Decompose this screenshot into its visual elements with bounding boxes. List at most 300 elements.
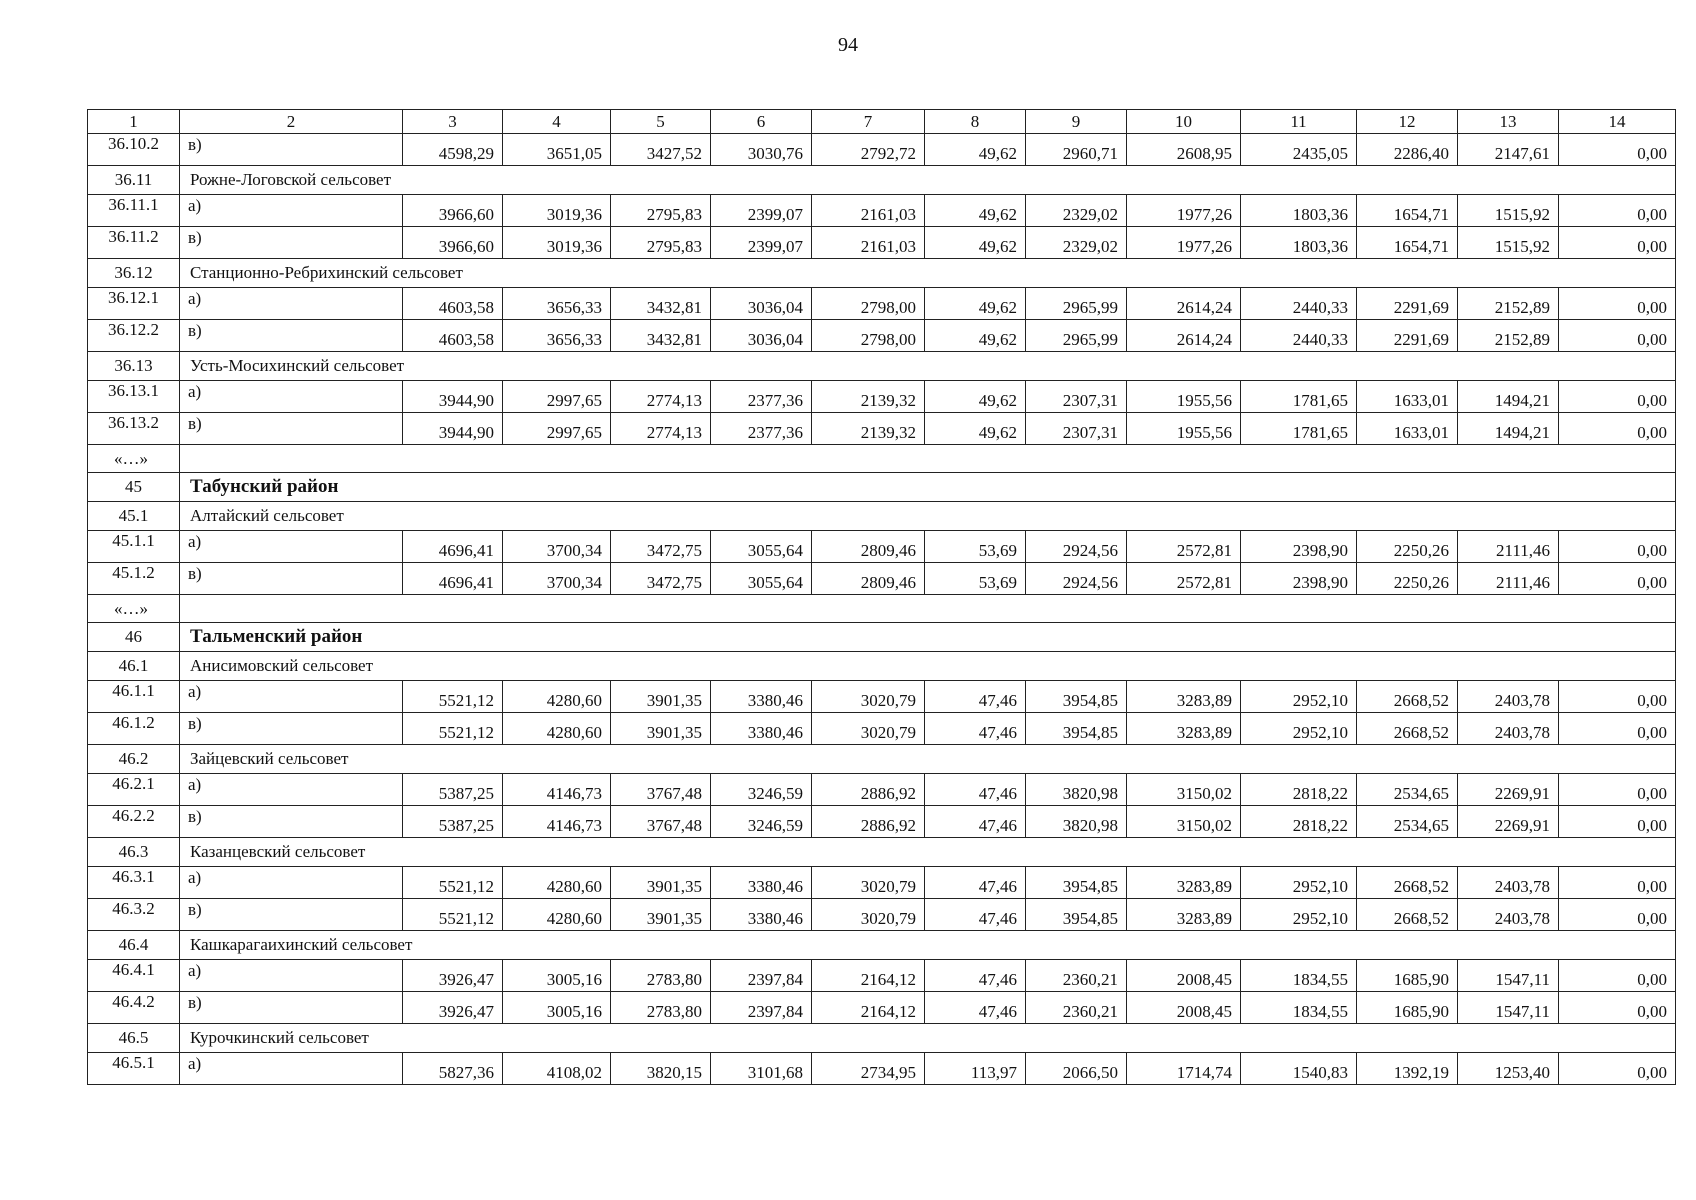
table-row xyxy=(88,413,1676,445)
column-header: 12 xyxy=(1357,110,1458,134)
value-cell: 3020,79 xyxy=(812,867,925,899)
value-cell: 3944,90 xyxy=(403,381,503,413)
column-header: 9 xyxy=(1026,110,1127,134)
value-cell: 53,69 xyxy=(925,531,1026,563)
value-cell: 2818,22 xyxy=(1241,774,1357,806)
row-code: 46.2.2 xyxy=(88,806,180,838)
value-cell: 3820,98 xyxy=(1026,774,1127,806)
section-code: 46.3 xyxy=(88,838,180,867)
value-cell: 0,00 xyxy=(1559,806,1676,838)
row-code: 46.4.2 xyxy=(88,992,180,1024)
value-cell: 3030,76 xyxy=(711,134,812,166)
omission-fill xyxy=(180,595,1676,623)
table-row xyxy=(88,899,1676,931)
row-code: 46.4.1 xyxy=(88,960,180,992)
value-cell: 2668,52 xyxy=(1357,713,1458,745)
value-cell: 3020,79 xyxy=(812,899,925,931)
value-cell: 2774,13 xyxy=(611,413,711,445)
value-cell: 4603,58 xyxy=(403,288,503,320)
table-row xyxy=(88,288,1676,320)
section-row xyxy=(88,838,1676,867)
section-name: Казанцевский сельсовет xyxy=(180,838,1676,867)
value-cell: 0,00 xyxy=(1559,563,1676,595)
value-cell: 3944,90 xyxy=(403,413,503,445)
value-cell: 0,00 xyxy=(1559,713,1676,745)
row-variant: а) xyxy=(180,774,403,806)
tariff-table xyxy=(87,109,1676,1085)
row-code: 45.1.1 xyxy=(88,531,180,563)
value-cell: 2997,65 xyxy=(503,413,611,445)
section-row xyxy=(88,745,1676,774)
value-cell: 5521,12 xyxy=(403,713,503,745)
value-cell: 3101,68 xyxy=(711,1053,812,1085)
column-header: 1 xyxy=(88,110,180,134)
value-cell: 3150,02 xyxy=(1127,774,1241,806)
row-code: 36.11.2 xyxy=(88,227,180,259)
value-cell: 47,46 xyxy=(925,681,1026,713)
value-cell: 2534,65 xyxy=(1357,774,1458,806)
section-name: Алтайский сельсовет xyxy=(180,502,1676,531)
value-cell: 0,00 xyxy=(1559,681,1676,713)
section-code: 46.4 xyxy=(88,931,180,960)
value-cell: 2377,36 xyxy=(711,413,812,445)
table-row xyxy=(88,681,1676,713)
value-cell: 5521,12 xyxy=(403,899,503,931)
value-cell: 0,00 xyxy=(1559,992,1676,1024)
value-cell: 2399,07 xyxy=(711,227,812,259)
value-cell: 2924,56 xyxy=(1026,531,1127,563)
table-row xyxy=(88,195,1676,227)
value-cell: 2286,40 xyxy=(1357,134,1458,166)
value-cell: 2965,99 xyxy=(1026,288,1127,320)
value-cell: 2111,46 xyxy=(1458,531,1559,563)
value-cell: 3019,36 xyxy=(503,227,611,259)
value-cell: 2398,90 xyxy=(1241,563,1357,595)
value-cell: 2008,45 xyxy=(1127,960,1241,992)
table-body xyxy=(88,134,1676,1085)
value-cell: 1685,90 xyxy=(1357,960,1458,992)
value-cell: 4696,41 xyxy=(403,563,503,595)
value-cell: 2397,84 xyxy=(711,992,812,1024)
value-cell: 2965,99 xyxy=(1026,320,1127,352)
value-cell: 1781,65 xyxy=(1241,413,1357,445)
section-row xyxy=(88,1024,1676,1053)
value-cell: 2291,69 xyxy=(1357,320,1458,352)
table-row xyxy=(88,867,1676,899)
value-cell: 1253,40 xyxy=(1458,1053,1559,1085)
value-cell: 2997,65 xyxy=(503,381,611,413)
value-cell: 47,46 xyxy=(925,867,1026,899)
value-cell: 3700,34 xyxy=(503,563,611,595)
value-cell: 3954,85 xyxy=(1026,899,1127,931)
section-row xyxy=(88,931,1676,960)
value-cell: 1714,74 xyxy=(1127,1053,1241,1085)
value-cell: 2164,12 xyxy=(812,992,925,1024)
row-variant: а) xyxy=(180,288,403,320)
value-cell: 3954,85 xyxy=(1026,713,1127,745)
row-code: 36.10.2 xyxy=(88,134,180,166)
value-cell: 1547,11 xyxy=(1458,992,1559,1024)
value-cell: 3380,46 xyxy=(711,713,812,745)
value-cell: 2250,26 xyxy=(1357,563,1458,595)
value-cell: 0,00 xyxy=(1559,320,1676,352)
table-row xyxy=(88,992,1676,1024)
table-row xyxy=(88,774,1676,806)
value-cell: 3901,35 xyxy=(611,867,711,899)
value-cell: 2668,52 xyxy=(1357,681,1458,713)
district-row xyxy=(88,623,1676,652)
section-row xyxy=(88,352,1676,381)
omission-mark: «…» xyxy=(88,595,180,623)
value-cell: 3901,35 xyxy=(611,681,711,713)
value-cell: 1515,92 xyxy=(1458,227,1559,259)
value-cell: 1977,26 xyxy=(1127,195,1241,227)
district-name: Табунский район xyxy=(180,473,1676,502)
value-cell: 2397,84 xyxy=(711,960,812,992)
value-cell: 3055,64 xyxy=(711,531,812,563)
section-name: Анисимовский сельсовет xyxy=(180,652,1676,681)
table-row xyxy=(88,320,1676,352)
value-cell: 3901,35 xyxy=(611,899,711,931)
section-name: Кашкарагаихинский сельсовет xyxy=(180,931,1676,960)
value-cell: 47,46 xyxy=(925,992,1026,1024)
value-cell: 0,00 xyxy=(1559,531,1676,563)
value-cell: 3380,46 xyxy=(711,899,812,931)
section-code: 46 xyxy=(88,623,180,652)
section-code: 36.11 xyxy=(88,166,180,195)
value-cell: 4146,73 xyxy=(503,774,611,806)
table-row xyxy=(88,713,1676,745)
value-cell: 3019,36 xyxy=(503,195,611,227)
row-variant: а) xyxy=(180,681,403,713)
value-cell: 2269,91 xyxy=(1458,806,1559,838)
value-cell: 0,00 xyxy=(1559,960,1676,992)
value-cell: 49,62 xyxy=(925,413,1026,445)
column-header: 2 xyxy=(180,110,403,134)
value-cell: 2809,46 xyxy=(812,563,925,595)
value-cell: 3651,05 xyxy=(503,134,611,166)
value-cell: 47,46 xyxy=(925,960,1026,992)
value-cell: 2608,95 xyxy=(1127,134,1241,166)
district-name: Тальменский район xyxy=(180,623,1676,652)
value-cell: 2377,36 xyxy=(711,381,812,413)
column-header: 6 xyxy=(711,110,812,134)
column-header: 4 xyxy=(503,110,611,134)
value-cell: 3966,60 xyxy=(403,227,503,259)
value-cell: 4598,29 xyxy=(403,134,503,166)
section-row xyxy=(88,259,1676,288)
table-row xyxy=(88,806,1676,838)
value-cell: 2161,03 xyxy=(812,227,925,259)
row-variant: а) xyxy=(180,867,403,899)
row-variant: в) xyxy=(180,806,403,838)
value-cell: 2960,71 xyxy=(1026,134,1127,166)
column-header: 8 xyxy=(925,110,1026,134)
section-row xyxy=(88,652,1676,681)
value-cell: 3427,52 xyxy=(611,134,711,166)
value-cell: 2809,46 xyxy=(812,531,925,563)
row-variant: а) xyxy=(180,960,403,992)
value-cell: 2435,05 xyxy=(1241,134,1357,166)
column-header: 14 xyxy=(1559,110,1676,134)
district-row xyxy=(88,473,1676,502)
value-cell: 1977,26 xyxy=(1127,227,1241,259)
value-cell: 4280,60 xyxy=(503,713,611,745)
value-cell: 2952,10 xyxy=(1241,867,1357,899)
value-cell: 2111,46 xyxy=(1458,563,1559,595)
value-cell: 2147,61 xyxy=(1458,134,1559,166)
value-cell: 0,00 xyxy=(1559,195,1676,227)
value-cell: 3472,75 xyxy=(611,563,711,595)
value-cell: 3036,04 xyxy=(711,288,812,320)
row-code: 46.3.1 xyxy=(88,867,180,899)
value-cell: 3283,89 xyxy=(1127,899,1241,931)
value-cell: 2572,81 xyxy=(1127,563,1241,595)
value-cell: 49,62 xyxy=(925,134,1026,166)
row-code: 46.2.1 xyxy=(88,774,180,806)
value-cell: 2798,00 xyxy=(812,320,925,352)
value-cell: 2783,80 xyxy=(611,992,711,1024)
value-cell: 3966,60 xyxy=(403,195,503,227)
value-cell: 2307,31 xyxy=(1026,381,1127,413)
value-cell: 47,46 xyxy=(925,806,1026,838)
value-cell: 3005,16 xyxy=(503,960,611,992)
value-cell: 49,62 xyxy=(925,227,1026,259)
value-cell: 0,00 xyxy=(1559,288,1676,320)
omission-mark: «…» xyxy=(88,445,180,473)
value-cell: 47,46 xyxy=(925,713,1026,745)
row-code: 46.3.2 xyxy=(88,899,180,931)
value-cell: 0,00 xyxy=(1559,381,1676,413)
value-cell: 4280,60 xyxy=(503,681,611,713)
value-cell: 4280,60 xyxy=(503,867,611,899)
section-code: 45 xyxy=(88,473,180,502)
section-code: 46.2 xyxy=(88,745,180,774)
value-cell: 3020,79 xyxy=(812,713,925,745)
value-cell: 2534,65 xyxy=(1357,806,1458,838)
value-cell: 2329,02 xyxy=(1026,195,1127,227)
value-cell: 2668,52 xyxy=(1357,867,1458,899)
column-header: 11 xyxy=(1241,110,1357,134)
value-cell: 2886,92 xyxy=(812,806,925,838)
value-cell: 3036,04 xyxy=(711,320,812,352)
value-cell: 2164,12 xyxy=(812,960,925,992)
value-cell: 1654,71 xyxy=(1357,195,1458,227)
value-cell: 2360,21 xyxy=(1026,960,1127,992)
header-row xyxy=(88,110,1676,134)
value-cell: 49,62 xyxy=(925,320,1026,352)
value-cell: 2795,83 xyxy=(611,227,711,259)
value-cell: 2774,13 xyxy=(611,381,711,413)
value-cell: 2403,78 xyxy=(1458,713,1559,745)
column-header: 7 xyxy=(812,110,925,134)
value-cell: 3472,75 xyxy=(611,531,711,563)
value-cell: 3767,48 xyxy=(611,774,711,806)
value-cell: 1685,90 xyxy=(1357,992,1458,1024)
row-code: 46.5.1 xyxy=(88,1053,180,1085)
value-cell: 2886,92 xyxy=(812,774,925,806)
table-row xyxy=(88,563,1676,595)
table-row xyxy=(88,531,1676,563)
value-cell: 1392,19 xyxy=(1357,1053,1458,1085)
value-cell: 5521,12 xyxy=(403,681,503,713)
value-cell: 5521,12 xyxy=(403,867,503,899)
value-cell: 3954,85 xyxy=(1026,867,1127,899)
value-cell: 2440,33 xyxy=(1241,288,1357,320)
value-cell: 0,00 xyxy=(1559,1053,1676,1085)
value-cell: 2668,52 xyxy=(1357,899,1458,931)
value-cell: 113,97 xyxy=(925,1053,1026,1085)
row-variant: а) xyxy=(180,1053,403,1085)
row-code: 36.13.2 xyxy=(88,413,180,445)
value-cell: 49,62 xyxy=(925,195,1026,227)
value-cell: 2818,22 xyxy=(1241,806,1357,838)
row-code: 46.1.2 xyxy=(88,713,180,745)
value-cell: 3432,81 xyxy=(611,320,711,352)
table-row xyxy=(88,381,1676,413)
value-cell: 47,46 xyxy=(925,774,1026,806)
column-header: 5 xyxy=(611,110,711,134)
section-name: Зайцевский сельсовет xyxy=(180,745,1676,774)
value-cell: 0,00 xyxy=(1559,774,1676,806)
value-cell: 49,62 xyxy=(925,288,1026,320)
value-cell: 1633,01 xyxy=(1357,381,1458,413)
value-cell: 2403,78 xyxy=(1458,681,1559,713)
value-cell: 2734,95 xyxy=(812,1053,925,1085)
row-variant: а) xyxy=(180,195,403,227)
row-variant: в) xyxy=(180,227,403,259)
value-cell: 4696,41 xyxy=(403,531,503,563)
value-cell: 3283,89 xyxy=(1127,681,1241,713)
value-cell: 1633,01 xyxy=(1357,413,1458,445)
row-variant: в) xyxy=(180,713,403,745)
value-cell: 2161,03 xyxy=(812,195,925,227)
row-variant: в) xyxy=(180,563,403,595)
value-cell: 49,62 xyxy=(925,381,1026,413)
table-row xyxy=(88,960,1676,992)
value-cell: 2924,56 xyxy=(1026,563,1127,595)
value-cell: 2952,10 xyxy=(1241,713,1357,745)
value-cell: 4280,60 xyxy=(503,899,611,931)
row-variant: в) xyxy=(180,992,403,1024)
value-cell: 1955,56 xyxy=(1127,381,1241,413)
value-cell: 0,00 xyxy=(1559,134,1676,166)
value-cell: 2250,26 xyxy=(1357,531,1458,563)
value-cell: 3954,85 xyxy=(1026,681,1127,713)
value-cell: 1803,36 xyxy=(1241,227,1357,259)
value-cell: 2152,89 xyxy=(1458,320,1559,352)
value-cell: 53,69 xyxy=(925,563,1026,595)
row-variant: а) xyxy=(180,381,403,413)
value-cell: 5827,36 xyxy=(403,1053,503,1085)
section-row xyxy=(88,166,1676,195)
value-cell: 2398,90 xyxy=(1241,531,1357,563)
value-cell: 2399,07 xyxy=(711,195,812,227)
value-cell: 2329,02 xyxy=(1026,227,1127,259)
value-cell: 2066,50 xyxy=(1026,1053,1127,1085)
omission-fill xyxy=(180,445,1676,473)
value-cell: 2291,69 xyxy=(1357,288,1458,320)
value-cell: 2403,78 xyxy=(1458,899,1559,931)
value-cell: 1494,21 xyxy=(1458,413,1559,445)
value-cell: 1834,55 xyxy=(1241,992,1357,1024)
row-code: 36.13.1 xyxy=(88,381,180,413)
value-cell: 3283,89 xyxy=(1127,713,1241,745)
column-header: 13 xyxy=(1458,110,1559,134)
row-variant: в) xyxy=(180,320,403,352)
value-cell: 0,00 xyxy=(1559,227,1676,259)
value-cell: 3055,64 xyxy=(711,563,812,595)
section-code: 36.13 xyxy=(88,352,180,381)
value-cell: 2792,72 xyxy=(812,134,925,166)
column-header: 3 xyxy=(403,110,503,134)
value-cell: 1654,71 xyxy=(1357,227,1458,259)
value-cell: 3283,89 xyxy=(1127,867,1241,899)
section-name: Усть-Мосихинский сельсовет xyxy=(180,352,1676,381)
value-cell: 3820,15 xyxy=(611,1053,711,1085)
row-variant: в) xyxy=(180,899,403,931)
value-cell: 2572,81 xyxy=(1127,531,1241,563)
value-cell: 3020,79 xyxy=(812,681,925,713)
value-cell: 3432,81 xyxy=(611,288,711,320)
value-cell: 1781,65 xyxy=(1241,381,1357,413)
value-cell: 3150,02 xyxy=(1127,806,1241,838)
value-cell: 4108,02 xyxy=(503,1053,611,1085)
value-cell: 2952,10 xyxy=(1241,681,1357,713)
section-name: Курочкинский сельсовет xyxy=(180,1024,1676,1053)
value-cell: 3767,48 xyxy=(611,806,711,838)
value-cell: 0,00 xyxy=(1559,413,1676,445)
value-cell: 3901,35 xyxy=(611,713,711,745)
value-cell: 3656,33 xyxy=(503,288,611,320)
value-cell: 2795,83 xyxy=(611,195,711,227)
value-cell: 1515,92 xyxy=(1458,195,1559,227)
column-header: 10 xyxy=(1127,110,1241,134)
row-variant: а) xyxy=(180,531,403,563)
table-row xyxy=(88,227,1676,259)
value-cell: 1494,21 xyxy=(1458,381,1559,413)
row-code: 36.12.1 xyxy=(88,288,180,320)
value-cell: 1955,56 xyxy=(1127,413,1241,445)
value-cell: 2783,80 xyxy=(611,960,711,992)
value-cell: 3820,98 xyxy=(1026,806,1127,838)
value-cell: 2614,24 xyxy=(1127,288,1241,320)
section-row xyxy=(88,502,1676,531)
value-cell: 3380,46 xyxy=(711,867,812,899)
value-cell: 1834,55 xyxy=(1241,960,1357,992)
value-cell: 2360,21 xyxy=(1026,992,1127,1024)
section-code: 46.5 xyxy=(88,1024,180,1053)
value-cell: 2269,91 xyxy=(1458,774,1559,806)
value-cell: 5387,25 xyxy=(403,774,503,806)
value-cell: 3656,33 xyxy=(503,320,611,352)
value-cell: 2403,78 xyxy=(1458,867,1559,899)
value-cell: 3926,47 xyxy=(403,960,503,992)
section-code: 46.1 xyxy=(88,652,180,681)
value-cell: 3380,46 xyxy=(711,681,812,713)
value-cell: 4603,58 xyxy=(403,320,503,352)
value-cell: 1803,36 xyxy=(1241,195,1357,227)
value-cell: 2440,33 xyxy=(1241,320,1357,352)
value-cell: 2307,31 xyxy=(1026,413,1127,445)
value-cell: 2798,00 xyxy=(812,288,925,320)
omission-row xyxy=(88,595,1676,623)
value-cell: 2139,32 xyxy=(812,413,925,445)
value-cell: 3926,47 xyxy=(403,992,503,1024)
row-variant: в) xyxy=(180,413,403,445)
value-cell: 2139,32 xyxy=(812,381,925,413)
page-number: 94 xyxy=(838,34,858,56)
